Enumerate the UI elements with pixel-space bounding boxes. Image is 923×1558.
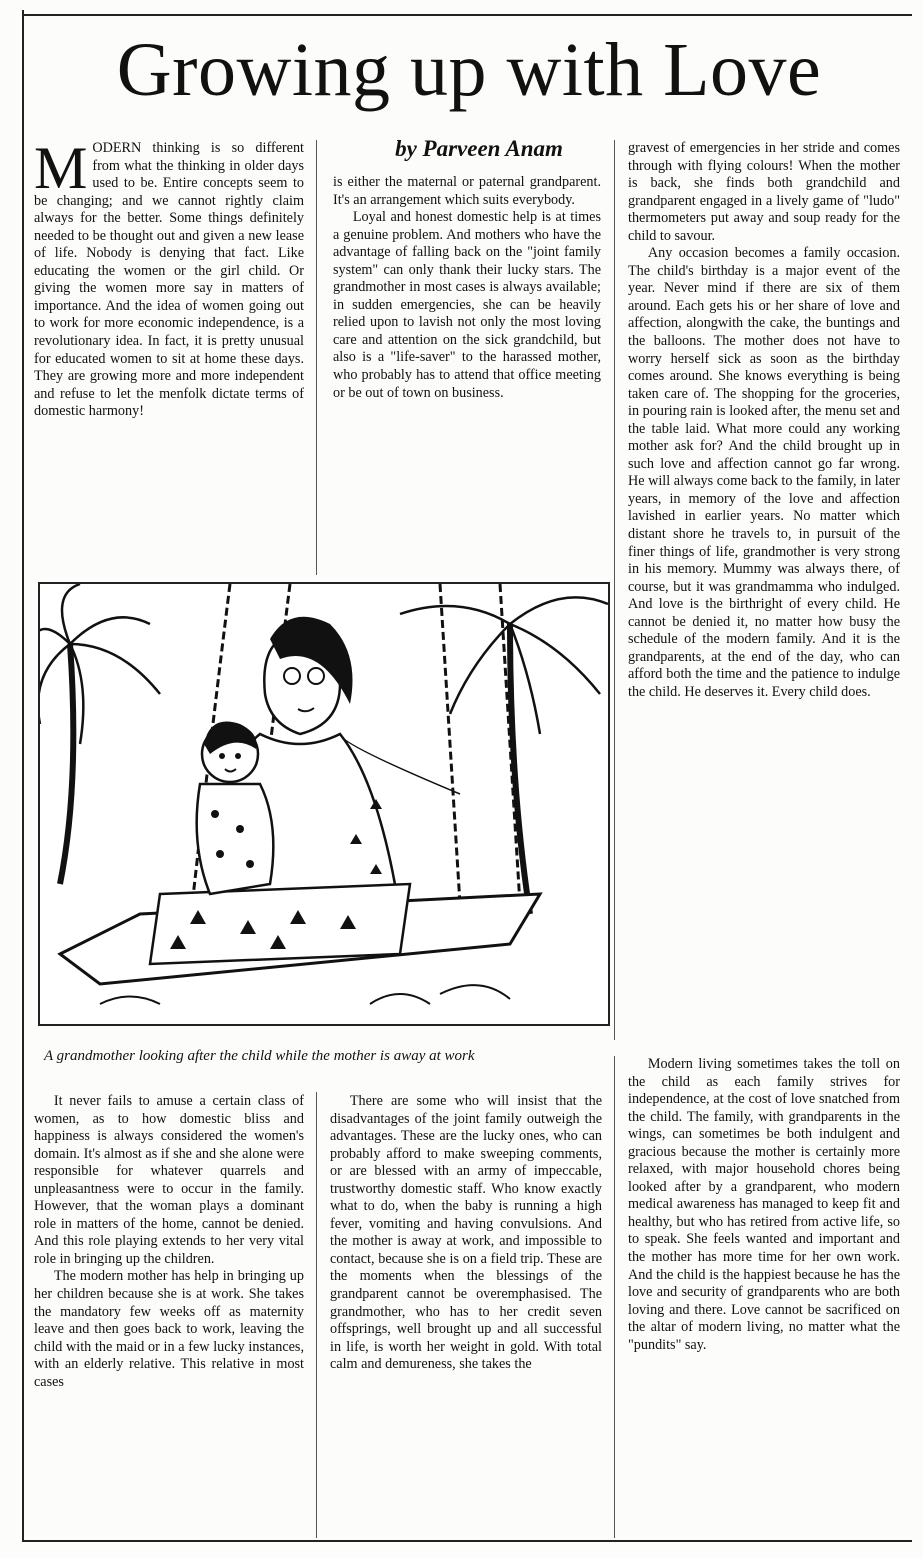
article-column-1-top (34, 135, 304, 421)
column-divider (614, 1056, 615, 1538)
article-column-2-bottom (330, 1093, 602, 1374)
grandmother-figure (150, 617, 410, 964)
drop-cap: M (34, 135, 88, 201)
headline: Growing up with Love (116, 28, 822, 112)
paragraph: It never fails to amuse a certain class of women, as to how domestic bliss and happiness is always considered the women's domain. It's almost as if she and she alone were responsible for whatever quarrels and unpleasantness were to occur in the family. However, that the woman plays a dominant role in matters of the home, cannot be denied. And this role playing extends to her very vital role in bringing up the children. (34, 1093, 304, 1267)
paragraph: Any occasion becomes a family occasion. The child's birthday is a major event of the year. Never mind if there are six of them around. Each gets his or her share of love and affection, alongwith the cake, the buntings and the balloons. The mother does not have to worry herself sick as soon as the birthday comes around. She knows everything is being taken care of. The shopping for the groceries, in pouring rain is looked after, the menu set and the table laid. What more could any working mother ask for? And the child brought up in such love and affection cannot go far wrong. He will always come back to the family, in later years, in memory of the love and affection lavished in earlier years. No matter which distant shore he travels to, in pursuit of the finer things of life, grandmother is very strong in his memory. Mummy was always there, of course, but it was grandmamma who indulged. And love is the birthright of every child. He cannot be denied it, no matter how busy the schedule of the modern family. And it is the grandparents, at the end of the day, who can afford both the time and the patience to indulge the child. He deserves it. Every child does. (628, 245, 900, 700)
illustration-caption: A grandmother looking after the child while the mother is away at work (44, 1048, 475, 1064)
palm-tree-left (40, 584, 160, 884)
article-column-3-top (628, 140, 900, 702)
left-rule (22, 10, 24, 1540)
ground-scribbles (100, 985, 510, 1004)
byline: by Parveen Anam (395, 136, 563, 161)
article-column-2-top (333, 174, 601, 402)
bottom-rule (22, 1540, 912, 1542)
paragraph: gravest of emergencies in her stride and comes through with flying colours! When the mother is back, she finds both grandchild and grandparent engaged in a lively game of "ludo" thermometers put away and soup ready for the child to savour. (628, 140, 900, 244)
swing-drawing (40, 584, 608, 1024)
paragraph: ODERN thinking is so different from what the thinking in older days used to be. Entire concepts seem to be changing; and we cannot rightly claim always for the better. Some things definitely needed to be thought out and given a new lease of life. Nobody is denying that fact. Like educating the women or the girl child. Or giving the women more say in matters of importance. And the idea of women going out to work for more economic independence, is a revolutionary idea. In fact, it is pretty unusual for educated women to sit at home these days. They are growing more and more independent and refuse to let the menfolk dictate terms of domestic harmony! (34, 140, 304, 420)
paragraph: The modern mother has help in bringing up her children because she is at work. She takes the mandatory few weeks off as maternity leave and then goes back to work, leaving the child with the maid or in a few lucky instances, with an elderly relative. This relative in most cases (34, 1268, 304, 1390)
paragraph: is either the maternal or paternal grandparent. It's an arrangement which suits everybody. (333, 174, 601, 208)
article-column-1-bottom (34, 1093, 304, 1391)
paragraph: Modern living sometimes takes the toll on the child as each family strives for independence, at the cost of love snatched from the child. The family, with grandparents in the wings, can sometimes be both indulgent and gracious because the mother is certainly more relaxed, with major household chores being looked after by a grandparent, who modern medical awareness has managed to keep fit and healthy, but who has retired from active life, so to speak. She feels wanted and important and the mother has more time for her own work. And the child is the happiest because he has the love and security of grandparents who are both loving and there. Love cannot be sacrificed on the altar of modern living, no matter what the "pundits" say. (628, 1056, 900, 1353)
article-column-3-bottom (628, 1056, 900, 1354)
top-rule (22, 14, 912, 16)
paragraph: There are some who will insist that the disadvantages of the joint family outweigh the advantages. These are the lucky ones, who can probably afford to make sweeping comments, or are blessed with an army of impeccable, trustworthy domestic staff. Who know exactly what to do, when the baby is running a high fever, vomiting and having convulsions. And the mother is away at work, and impossible to contact, because she is on a field trip. These are the moments when the blessings of the grandparent cannot be overemphasised. The grandmother, who has to her credit seven offsprings, well brought up and all successful in life, is worth her weight in gold. With total calm and demureness, she takes the (330, 1093, 602, 1373)
column-divider (316, 140, 317, 575)
paragraph: Loyal and honest domestic help is at times a genuine problem. And mothers who have the advantage of falling back on the "joint family system" can only thank their lucky stars. The grandmother in most cases is always available; in sudden emergencies, she can be heavily relied upon to lavish not only the most loving care and attention on the sick grandchild, but also is a "life-saver" to the harassed mother, who probably has to attend that office meeting or be out of town on business. (333, 209, 601, 401)
column-divider (614, 140, 615, 1040)
column-divider (316, 1092, 317, 1538)
illustration-grandmother-swing (38, 582, 610, 1026)
